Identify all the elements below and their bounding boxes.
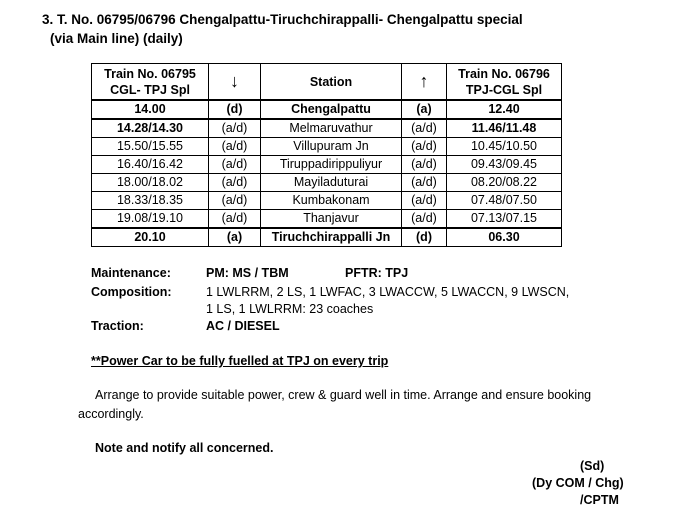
down-time: 18.33/18.35 — [92, 192, 209, 210]
up-arrow-icon: ↑ — [419, 70, 429, 91]
down-code: (a/d) — [209, 192, 261, 210]
up-code: (a/d) — [402, 156, 447, 174]
up-time: 08.20/08.22 — [447, 174, 562, 192]
station-name: Thanjavur — [261, 210, 402, 229]
up-code: (a) — [402, 100, 447, 119]
signature-sd: (Sd) — [580, 459, 605, 473]
maintenance-label: Maintenance: — [91, 266, 171, 280]
circular-subtitle: (via Main line) (daily) — [50, 31, 183, 46]
up-code: (a/d) — [402, 192, 447, 210]
timetable-header-row — [92, 64, 562, 101]
station-name: Kumbakonam — [261, 192, 402, 210]
header-left-train-name: CGL- TPJ Spl — [110, 82, 190, 97]
traction-value: AC / DIESEL — [206, 319, 280, 333]
header-up-arrow — [402, 64, 447, 101]
header-right-train-name: TPJ-CGL Spl — [465, 82, 543, 97]
composition-label: Composition: — [91, 285, 172, 299]
header-down-arrow — [209, 64, 261, 101]
table-row — [92, 138, 562, 156]
up-time: 07.13/07.15 — [447, 210, 562, 229]
up-time: 11.46/11.48 — [447, 119, 562, 138]
station-name: Tiruchchirappalli Jn — [261, 228, 402, 247]
down-time: 20.10 — [92, 228, 209, 247]
table-row — [92, 228, 562, 247]
down-code: (a/d) — [209, 174, 261, 192]
down-code: (a/d) — [209, 210, 261, 229]
up-time: 09.43/09.45 — [447, 156, 562, 174]
down-arrow-icon: ↓ — [230, 70, 239, 91]
down-code: (a/d) — [209, 119, 261, 138]
down-code: (d) — [209, 100, 261, 119]
signature-office: /CPTM — [580, 493, 619, 507]
table-row — [92, 210, 562, 229]
up-code: (a/d) — [402, 210, 447, 229]
station-name: Chengalpattu — [261, 100, 402, 119]
down-time: 16.40/16.42 — [92, 156, 209, 174]
down-time: 15.50/15.55 — [92, 138, 209, 156]
up-time: 10.45/10.50 — [447, 138, 562, 156]
down-time: 14.00 — [92, 100, 209, 119]
timetable — [91, 63, 562, 247]
arrangement-paragraph-line-2: accordingly. — [78, 407, 144, 421]
station-name: Melmaruvathur — [261, 119, 402, 138]
down-time: 18.00/18.02 — [92, 174, 209, 192]
table-row — [92, 119, 562, 138]
up-code: (a/d) — [402, 174, 447, 192]
table-row — [92, 174, 562, 192]
down-code: (a) — [209, 228, 261, 247]
down-code: (a/d) — [209, 138, 261, 156]
maintenance-value: PM: MS / TBM — [206, 266, 289, 280]
station-name: Villupuram Jn — [261, 138, 402, 156]
composition-line-2: 1 LS, 1 LWLRRM: 23 coaches — [206, 302, 374, 316]
header-station: Station — [261, 64, 402, 101]
up-time: 12.40 — [447, 100, 562, 119]
table-row — [92, 192, 562, 210]
table-row — [92, 100, 562, 119]
up-code: (d) — [402, 228, 447, 247]
down-time: 19.08/19.10 — [92, 210, 209, 229]
pftr-value: PFTR: TPJ — [345, 266, 409, 280]
signature-designation: (Dy COM / Chg) — [532, 476, 624, 490]
up-time: 07.48/07.50 — [447, 192, 562, 210]
header-right-train-number: Train No. 06796 — [458, 66, 550, 81]
station-name: Tiruppadirippuliyur — [261, 156, 402, 174]
up-time: 06.30 — [447, 228, 562, 247]
station-name: Mayiladuturai — [261, 174, 402, 192]
arrangement-paragraph-line-1: Arrange to provide suitable power, crew & guard well in time. Arrange and ensure booking — [95, 388, 592, 402]
header-left-train-number: Train No. 06795 — [104, 66, 196, 81]
up-code: (a/d) — [402, 138, 447, 156]
table-row — [92, 156, 562, 174]
composition-line-1: 1 LWLRRM, 2 LS, 1 LWFAC, 3 LWACCW, 5 LWACCN, 9 LWSCN, — [206, 285, 570, 299]
traction-label: Traction: — [91, 319, 144, 333]
header-right-train — [447, 64, 562, 101]
up-code: (a/d) — [402, 119, 447, 138]
down-code: (a/d) — [209, 156, 261, 174]
down-time: 14.28/14.30 — [92, 119, 209, 138]
power-car-note: **Power Car to be fully fuelled at TPJ on every trip — [91, 354, 389, 368]
notify-note: Note and notify all concerned. — [95, 441, 274, 455]
circular-title: 3. T. No. 06795/06796 Chengalpattu-Tiruchchirappalli- Chengalpattu special — [42, 12, 523, 27]
header-left-train — [92, 64, 209, 101]
